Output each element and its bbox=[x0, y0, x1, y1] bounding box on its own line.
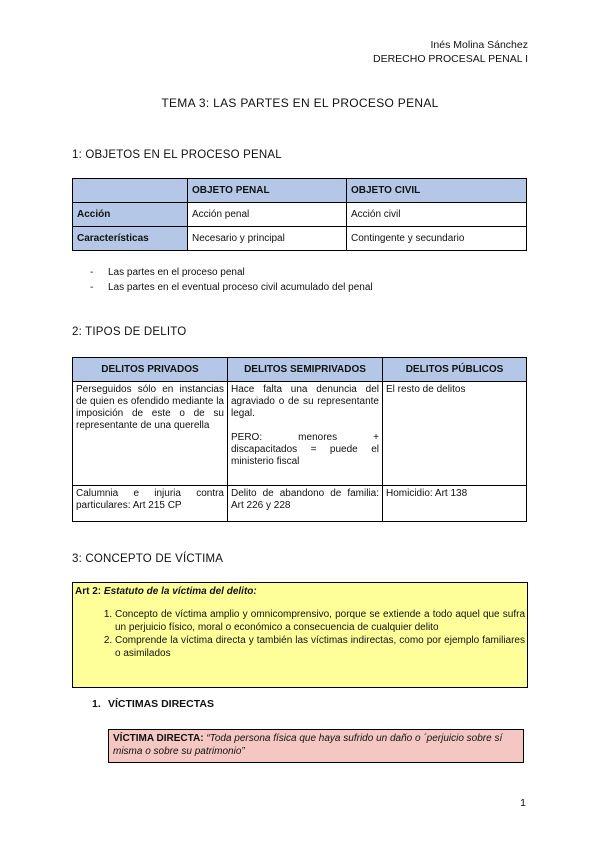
objects-table bbox=[72, 178, 527, 251]
table-row bbox=[73, 382, 527, 486]
cell-paragraph: PERO: menores + discapacitados = puede el ministerio fiscal bbox=[231, 432, 379, 467]
table-header-cell: OBJETO CIVIL bbox=[347, 179, 527, 203]
article-heading: Art 2: Estatuto de la víctima del delito: bbox=[75, 586, 257, 597]
table-cell: Acción penal bbox=[188, 203, 347, 227]
course-name: DERECHO PROCESAL PENAL I bbox=[372, 53, 528, 65]
list-item: 2. Comprende la víctima directa y también las víctimas indirectas, como por ejemplo familiares o asimilados bbox=[115, 634, 525, 660]
definition-box bbox=[108, 729, 524, 763]
row-label: Acción bbox=[73, 203, 188, 227]
table-cell: Necesario y principal bbox=[188, 227, 347, 251]
table-cell: Perseguidos sólo en instancias de quien es ofendido mediante la imposición de este o de su representante de una querella bbox=[73, 382, 228, 486]
table-header-cell: DELITOS PÚBLICOS bbox=[383, 358, 527, 382]
table-header-row bbox=[73, 179, 527, 203]
table-cell: Homicidio: Art 138 bbox=[383, 486, 527, 522]
table-cell: Calumnia e injuria contra particulares: Art 215 CP bbox=[73, 486, 228, 522]
section-2-heading: 2: TIPOS DE DELITO bbox=[72, 326, 187, 338]
table-cell: Acción civil bbox=[347, 203, 527, 227]
table-row bbox=[73, 486, 527, 522]
table-header-row bbox=[73, 358, 527, 382]
definition-term: VÍCTIMA DIRECTA: bbox=[113, 733, 204, 744]
crime-types-table bbox=[72, 357, 527, 522]
table-row bbox=[73, 227, 527, 251]
table-cell: El resto de delitos bbox=[383, 382, 527, 486]
list-item: - Las partes en el proceso penal bbox=[90, 267, 245, 278]
cell-paragraph: Hace falta una denuncia del agraviado o de su representante legal. bbox=[231, 384, 379, 419]
section-3-heading: 3: CONCEPTO DE VÍCTIMA bbox=[72, 553, 224, 565]
page-title: TEMA 3: LAS PARTES EN EL PROCESO PENAL bbox=[161, 96, 439, 110]
table-cell: Contingente y secundario bbox=[347, 227, 527, 251]
author-name: Inés Molina Sánchez bbox=[430, 39, 528, 51]
document-header bbox=[373, 38, 528, 66]
page-number: 1 bbox=[520, 797, 526, 809]
table-header-cell: OBJETO PENAL bbox=[188, 179, 347, 203]
table-cell bbox=[228, 382, 383, 486]
row-label: Características bbox=[73, 227, 188, 251]
section-1-heading: 1: OBJETOS EN EL PROCESO PENAL bbox=[72, 149, 282, 161]
list-item: 1. Concepto de víctima amplio y omnicomprensivo, porque se extiende a todo aquel que sufra un perjuicio físico, moral o económico a consecuencia de cualquier delito bbox=[115, 608, 525, 634]
subsection-heading: 1. VÍCTIMAS DIRECTAS bbox=[92, 698, 214, 710]
list-item: - Las partes en el eventual proceso civil acumulado del penal bbox=[90, 281, 373, 293]
definition-text: “Toda persona física que haya sufrido un daño o ´perjuicio sobre sí misma o sobre su patrimonio” bbox=[113, 733, 503, 757]
table-cell: Delito de abandono de familia: Art 226 y 228 bbox=[228, 486, 383, 522]
bullet-list bbox=[90, 266, 373, 295]
table-header-cell: DELITOS PRIVADOS bbox=[73, 358, 228, 382]
table-row bbox=[73, 203, 527, 227]
table-header-cell bbox=[73, 179, 188, 203]
article-list bbox=[75, 608, 525, 660]
article-box bbox=[72, 582, 528, 688]
table-header-cell: DELITOS SEMIPRIVADOS bbox=[228, 358, 383, 382]
